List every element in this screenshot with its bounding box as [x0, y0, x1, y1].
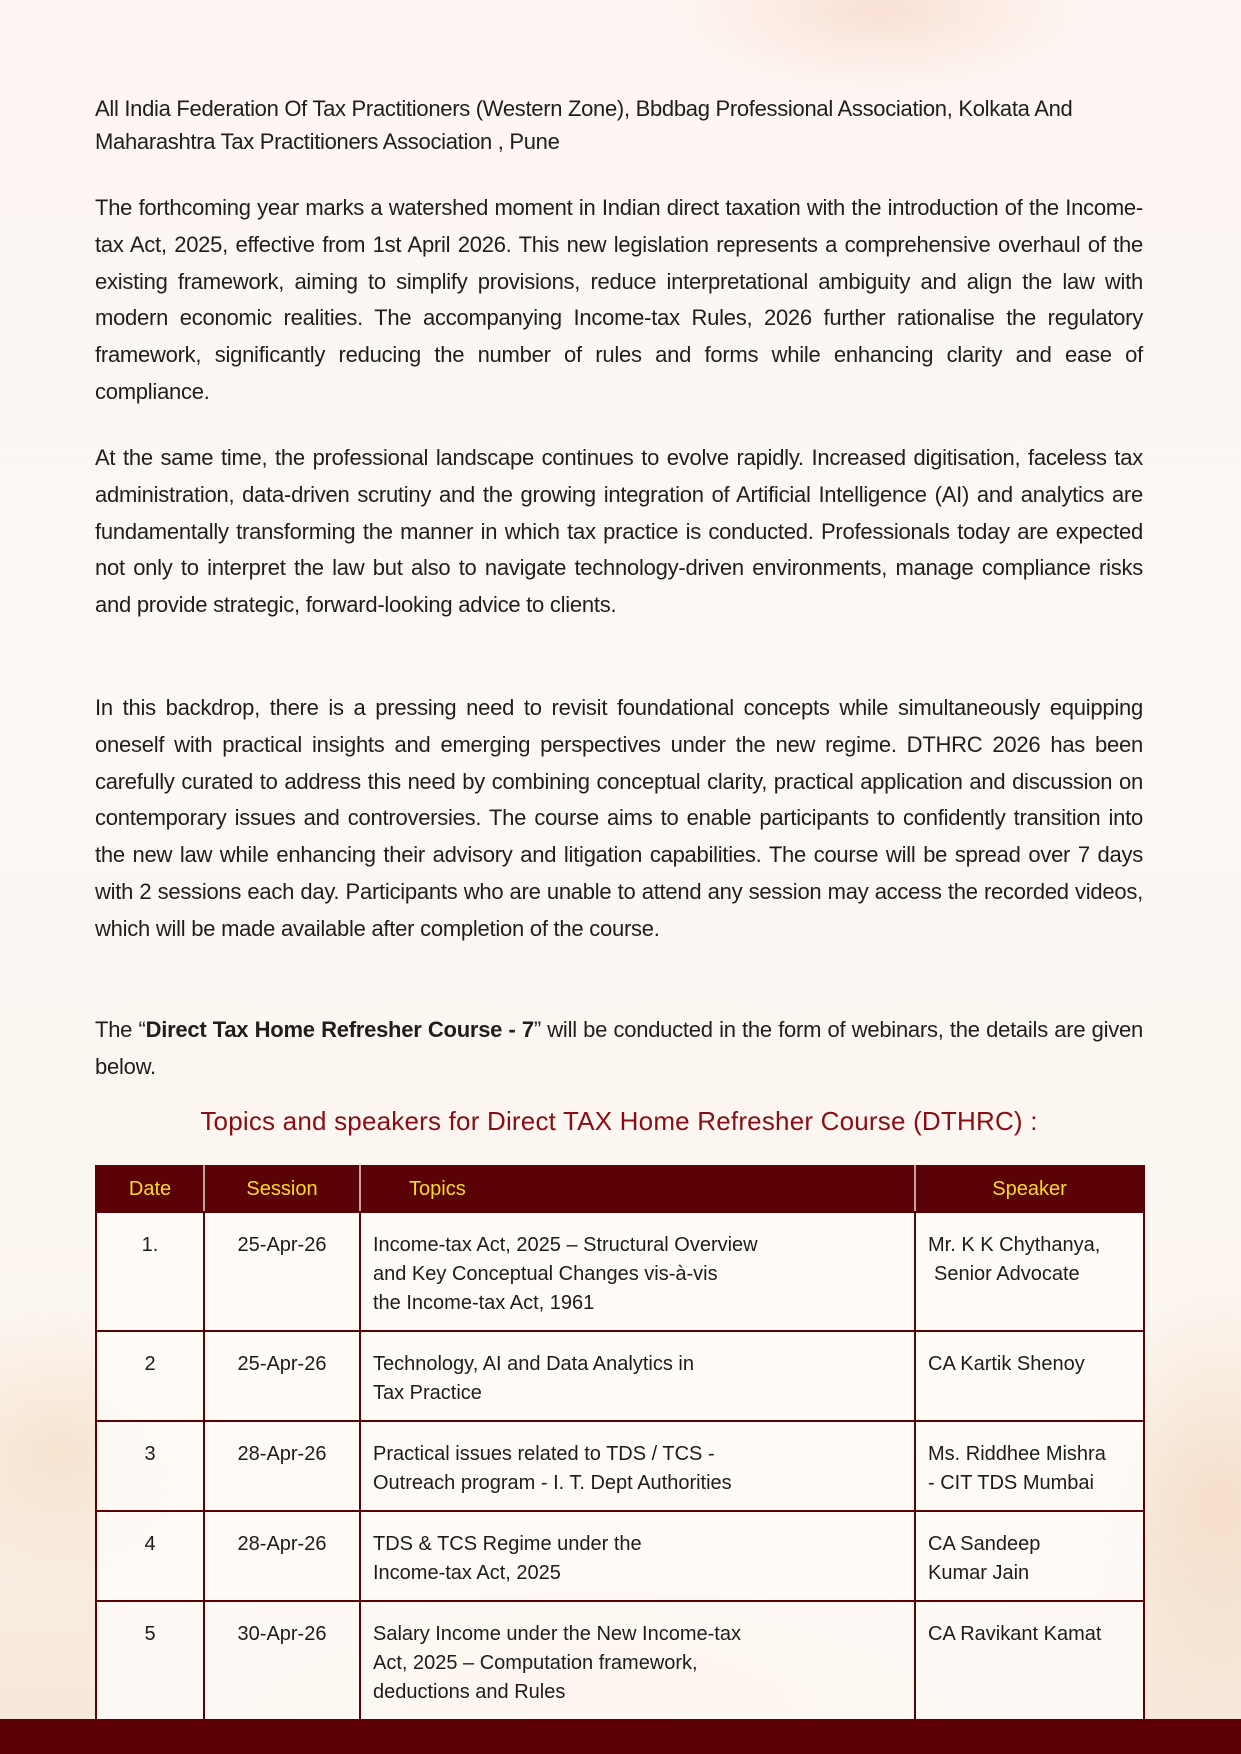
row-speaker: [915, 1212, 1144, 1331]
row-date: 25-Apr-26: [204, 1331, 360, 1421]
table-row: [96, 1331, 1144, 1421]
speaker-line: CA Ravikant Kamat: [928, 1623, 1102, 1645]
row-topic: [360, 1511, 915, 1601]
topic-line: Act, 2025 – Computation framework,: [373, 1652, 698, 1674]
topic-line: the Income-tax Act, 1961: [373, 1292, 595, 1314]
row-topic: [360, 1212, 915, 1331]
table-header-row: [96, 1166, 1144, 1212]
speaker-line: Senior Advocate: [934, 1263, 1080, 1285]
topic-line: Income-tax Act, 2025: [373, 1562, 561, 1584]
row-topic: [360, 1331, 915, 1421]
table-row: [96, 1601, 1144, 1720]
topic-line: Outreach program - I. T. Dept Authorities: [373, 1472, 732, 1494]
row-number: 2: [96, 1331, 204, 1421]
speaker-line: Ms. Riddhee Mishra: [928, 1443, 1106, 1465]
table-row: [96, 1421, 1144, 1511]
speaker-line: CA Kartik Shenoy: [928, 1353, 1085, 1375]
topic-line: TDS & TCS Regime under the: [373, 1533, 642, 1555]
speaker-line: - CIT TDS Mumbai: [928, 1472, 1094, 1494]
row-speaker: [915, 1601, 1144, 1720]
row-number: 5: [96, 1601, 204, 1720]
row-date: 28-Apr-26: [204, 1511, 360, 1601]
row-topic: [360, 1421, 915, 1511]
course-intro-prefix: The “: [95, 1017, 146, 1042]
speaker-line: Kumar Jain: [928, 1562, 1030, 1584]
row-number: 3: [96, 1421, 204, 1511]
course-intro-suffix: ” will be conducted in the form of webinars, the details are given below.: [95, 1017, 1143, 1079]
paragraph-backdrop: In this backdrop, there is a pressing need to revisit foundational concepts while simultaneously equipping oneself with practical insights and emerging perspectives under the new regime. DTHRC 2026 has been carefully curated to address this need by combining conceptual clarity, practical application and discussion on contemporary issues and controversies. The course aims to enable participants to confidently transition into the new law while enhancing their advisory and litigation capabilities. The course will be spread over 7 days with 2 sessions each day. Participants who are unable to attend any session may access the recorded videos, which will be made available after completion of the course.: [95, 695, 1143, 941]
row-number: 1.: [96, 1212, 204, 1331]
row-date: 28-Apr-26: [204, 1421, 360, 1511]
footer-bar: [0, 1719, 1241, 1754]
paragraph-intro: The forthcoming year marks a watershed moment in Indian direct taxation with the introduction of the Income-tax Act, 2025, effective from 1st April 2026. This new legislation represents a comprehensive overhaul of the existing framework, aiming to simplify provisions, reduce interpretational ambiguity and align the law with modern economic realities. The accompanying Income-tax Rules, 2026 further rationalise the regulatory framework, significantly reducing the number of rules and forms while enhancing clarity and ease of compliance.: [95, 195, 1143, 404]
row-speaker: [915, 1331, 1144, 1421]
topic-line: Tax Practice: [373, 1382, 482, 1404]
row-date: 25-Apr-26: [204, 1212, 360, 1331]
course-intro-line: [95, 1012, 1143, 1086]
topic-line: Technology, AI and Data Analytics in: [373, 1353, 694, 1375]
topic-line: and Key Conceptual Changes vis-à-vis: [373, 1263, 718, 1285]
topic-line: deductions and Rules: [373, 1681, 566, 1703]
row-speaker: [915, 1511, 1144, 1601]
header-topics: Topics: [360, 1166, 915, 1212]
topic-line: Practical issues related to TDS / TCS -: [373, 1443, 715, 1465]
topic-line: Income-tax Act, 2025 – Structural Overview: [373, 1234, 758, 1256]
course-name: Direct Tax Home Refresher Course - 7: [145, 1017, 534, 1042]
organisers-text: All India Federation Of Tax Practitioners (Western Zone), Bbdbag Professional Association, Kolkata And Maharashtra Tax Practitioners Association , Pune: [95, 96, 1073, 154]
header-date: Date: [96, 1166, 204, 1212]
paragraph-landscape: At the same time, the professional landscape continues to evolve rapidly. Increased digitisation, faceless tax administration, data-driven scrutiny and the growing integration of Artificial Intelligence (AI) and analytics are fundamentally transforming the manner in which tax practice is conducted. Professionals today are expected not only to interpret the law but also to navigate technology-driven environments, manage compliance risks and provide strategic, forward-looking advice to clients.: [95, 445, 1143, 618]
speaker-line: CA Sandeep: [928, 1533, 1041, 1555]
row-topic: [360, 1601, 915, 1720]
speaker-line: Mr. K K Chythanya,: [928, 1234, 1101, 1256]
table-row: [96, 1511, 1144, 1601]
section-title: Topics and speakers for Direct TAX Home Refresher Course (DTHRC) :: [200, 1106, 1038, 1136]
row-number: 4: [96, 1511, 204, 1601]
schedule-table: [95, 1165, 1145, 1721]
row-date: 30-Apr-26: [204, 1601, 360, 1720]
topic-line: Salary Income under the New Income-tax: [373, 1623, 741, 1645]
header-speaker: Speaker: [915, 1166, 1144, 1212]
header-session: Session: [204, 1166, 360, 1212]
row-speaker: [915, 1421, 1144, 1511]
table-row: [96, 1212, 1144, 1331]
